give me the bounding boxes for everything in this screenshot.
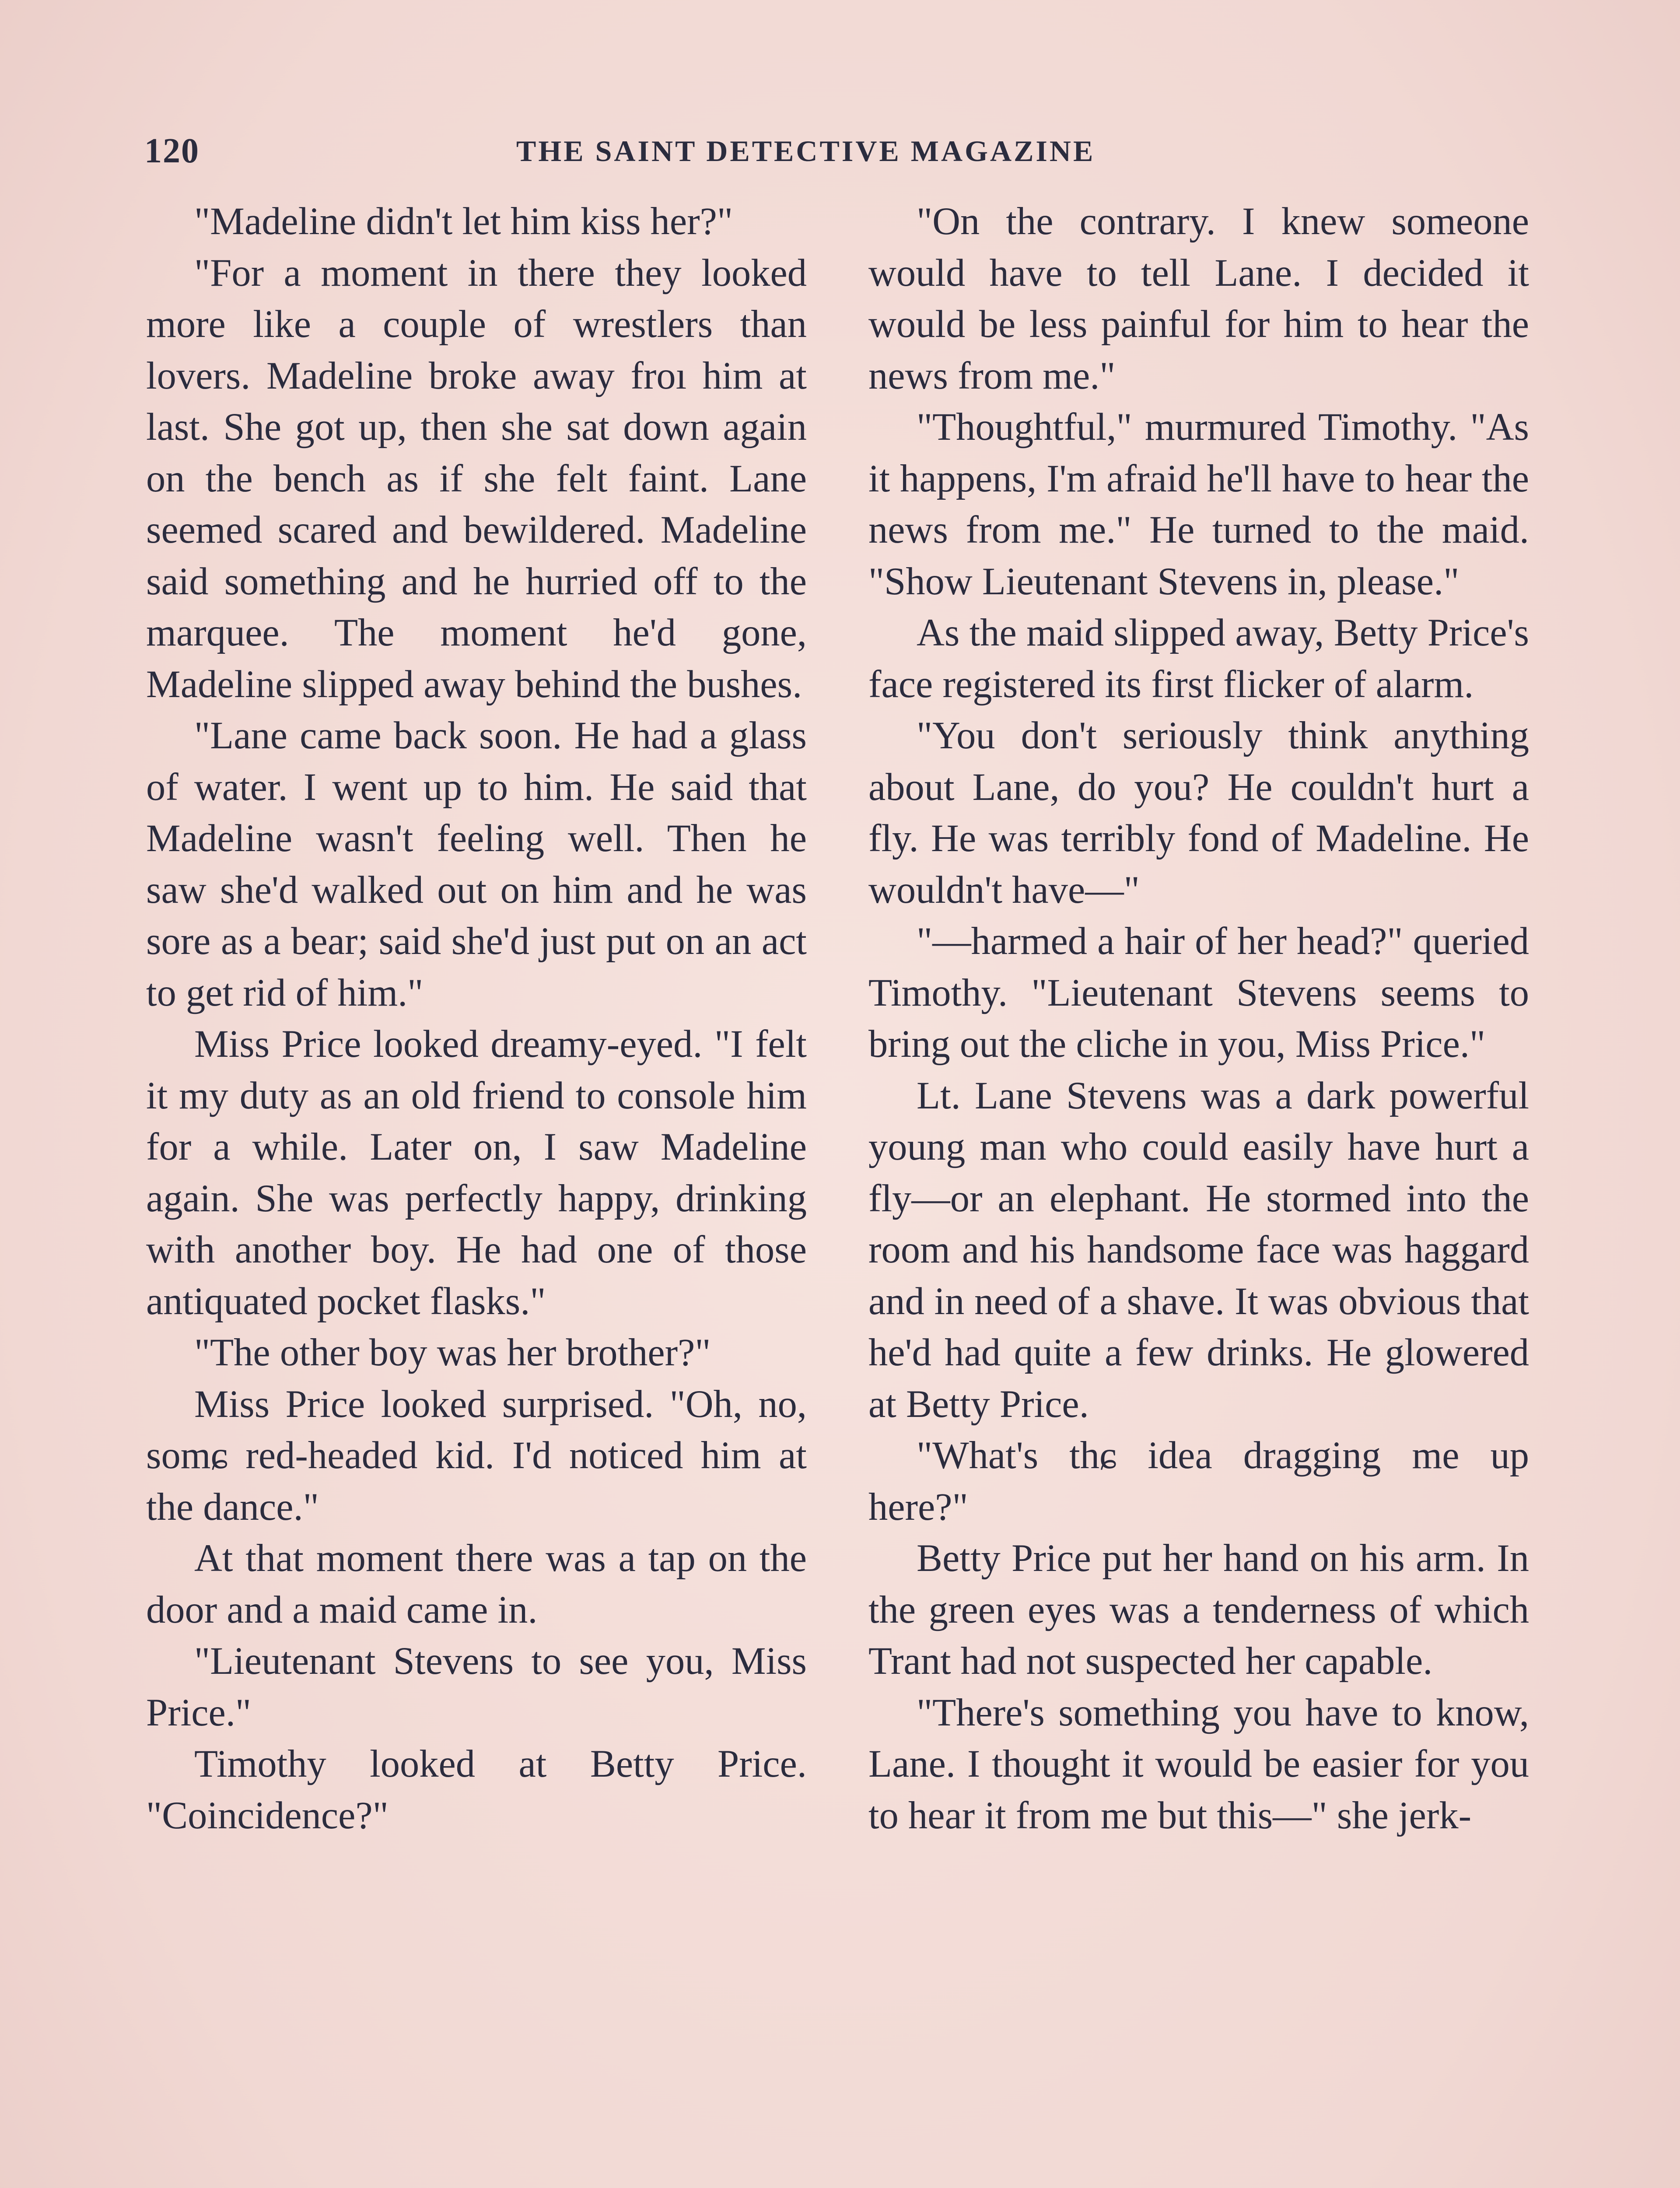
paragraph: "—harmed a hair of her head?" queried Timothy. "Lieutenant Stevens seems to bring out the cliche in you, Miss Price." [868, 920, 1529, 1066]
paragraph: "Lieutenant Stevens to see you, Miss Price." [146, 1640, 807, 1734]
paragraph: "Lane came back soon. He had a glass of water. I went up to him. He said that Madeline wasn't feeling well. Then he saw she'd walked out on him and he was sore as a bear; said she'd just put on an act to get rid of him." [146, 714, 807, 1014]
paragraph: "For a moment in there they looked more like a couple of wrestlers than lovers. Madeline broke away froı him at last. She got up, then she sat down again on the bench as if she felt faint. Lane seemed scared and bewildered. Madeline said something and he hurried off to the marquee. The moment he'd gone, Madeline slipped away behind the bushes. [146, 251, 807, 706]
paragraph: "There's something you have to know, Lane. I thought it would be easier for you to hear it from me but this—" she jerk- [868, 1691, 1529, 1837]
paragraph: Betty Price put her hand on his arm. In the green eyes was a tenderness of which Trant had not suspected her capable. [868, 1537, 1529, 1683]
paragraph: "Madeline didn't let him kiss her?" [194, 200, 733, 243]
paragraph: Timothy looked at Betty Price. "Coincidence?" [146, 1743, 807, 1837]
paragraph: Miss Price looked dreamy-eyed. "I felt it my duty as an old friend to console him for a while. Later on, I saw Madeline again. She was perfectly happy, drinking with another boy. He had one of those antiquated pocket flasks." [146, 1023, 807, 1323]
running-title: THE SAINT DETECTIVE MAGAZINE [516, 134, 1096, 168]
paragraph: "On the contrary. I knew someone would have to tell Lane. I decided it would be less painful for him to hear the news from me." [868, 200, 1529, 397]
paragraph: At that moment there was a tap on the door and a maid came in. [146, 1537, 807, 1631]
paragraph: "What's thɕ idea dragging me up here?" [868, 1434, 1529, 1529]
page-header [144, 131, 1536, 179]
left-column [146, 196, 807, 1841]
paragraph: As the maid slipped away, Betty Price's face registered its first flicker of alarm. [868, 611, 1529, 706]
paragraph: "The other boy was her brother?" [194, 1331, 711, 1374]
paragraph: "Thoughtful," murmured Timothy. "As it happens, I'm afraid he'll have to hear the news from me." He turned to the maid. "Show Lieutenant Stevens in, please." [868, 406, 1529, 603]
page-number: 120 [144, 132, 200, 170]
paragraph: Miss Price looked surprised. "Oh, no, somɕ red-headed kid. I'd noticed him at the dance." [146, 1382, 807, 1529]
paragraph: "You don't seriously think anything about Lane, do you? He couldn't hurt a fly. He was terribly fond of Madeline. He wouldn't have—" [868, 714, 1529, 912]
right-column [868, 196, 1529, 1841]
paragraph: Lt. Lane Stevens was a dark powerful young man who could easily have hurt a fly—or an elephant. He stormed into the room and his handsome face was haggard and in need of a shave. It was obvious that he'd had quite a few drinks. He glowered at Betty Price. [868, 1074, 1529, 1426]
